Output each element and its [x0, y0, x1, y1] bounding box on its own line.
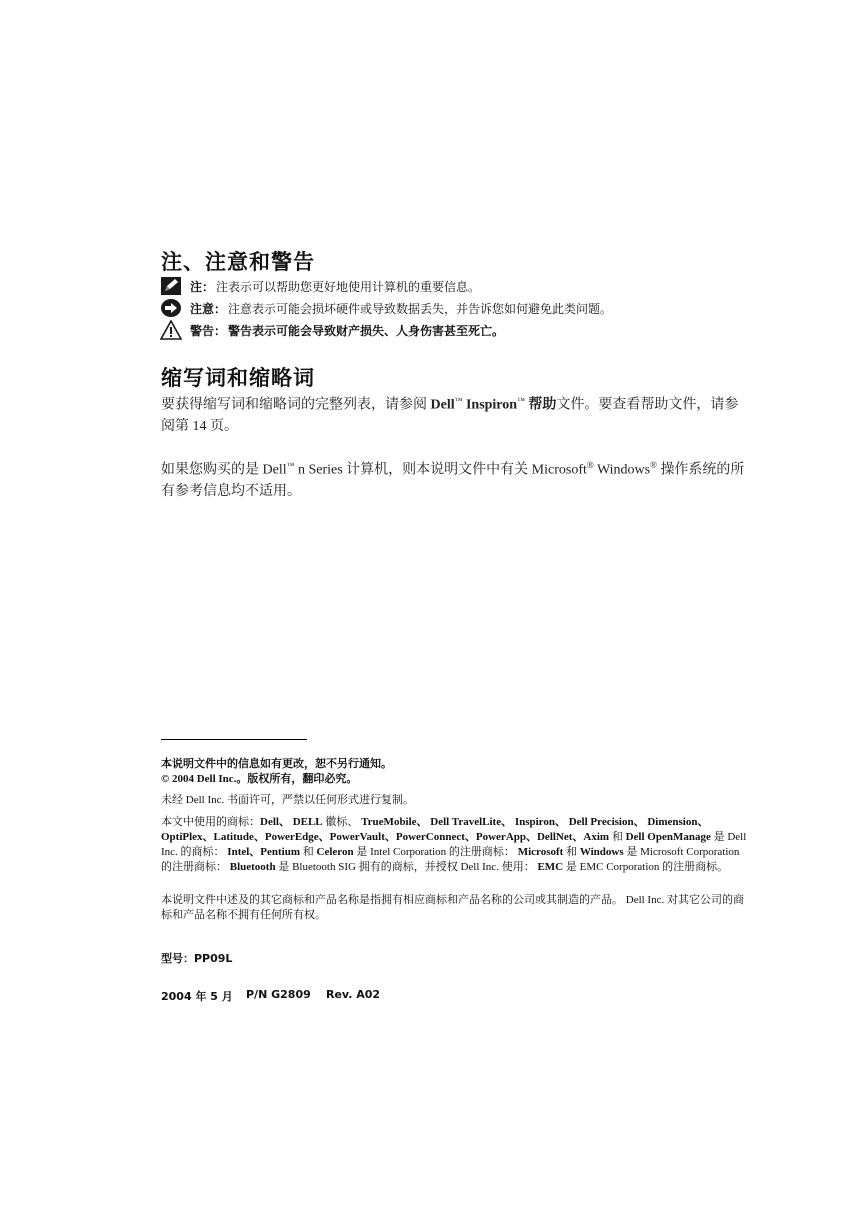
caution-text: 警告表示可能会导致财产损失、人身伤害甚至死亡。: [228, 323, 505, 338]
tm-celeron: Celeron: [316, 846, 354, 858]
note-text: 注表示可以帮助您更好地使用计算机的重要信息。: [216, 279, 481, 294]
part-number: P/N G2809: [246, 988, 311, 1001]
abbreviations-paragraph: [161, 390, 751, 437]
para2-tm: ™: [286, 461, 295, 470]
tm-of-dell: 是 Dell Inc. 的商标：: [161, 831, 747, 858]
tm-products: TrueMobile、 Dell TravelLite、 Inspiron、 Dell Precision、 Dimension、 OptiPlex、Latitude、PowerEdge、PowerVault、PowerConnect、PowerApp、DellNet、Axim: [161, 816, 709, 843]
para2-text-b: n Series 计算机，则本说明文件中有关 Microsoft: [294, 462, 587, 478]
notice-label: 注意：: [190, 301, 227, 316]
para1-tm2: ™: [517, 396, 525, 405]
tm-emc-owner: 是 EMC Corporation 的注册商标。: [563, 861, 729, 873]
para2-text-d: 操作系统的所有参考信息均不适用。: [161, 462, 745, 499]
tm-dell: Dell、 DELL: [260, 816, 323, 828]
caution-row: [160, 320, 504, 340]
print-date: 2004 年 5 月: [161, 990, 233, 1003]
caution-triangle-icon: [160, 320, 182, 340]
section-title-notes: 注、注意和警告: [161, 250, 315, 274]
notice-text: 注意表示可能会损坏硬件或导致数据丢失，并告诉您如何避免此类问题。: [228, 301, 613, 316]
tm-microsoft: Microsoft: [517, 846, 564, 858]
footnote-divider: [161, 739, 307, 740]
para1-help: 帮助: [524, 397, 557, 413]
tm-bt-owner: 是 Bluetooth SIG 拥有的商标，并授权 Dell Inc. 使用：: [275, 861, 538, 873]
tm-emc: EMC: [537, 861, 564, 873]
tm-intel: Intel、Pentium: [227, 846, 301, 858]
tm-bluetooth: Bluetooth: [229, 861, 276, 873]
print-footer: [161, 988, 380, 1004]
para2-text-a: 如果您购买的是 Dell: [161, 462, 287, 478]
reproduction-line: 未经 Dell Inc. 书面许可，严禁以任何形式进行复制。: [161, 794, 414, 806]
tm-intro: 本文中使用的商标：: [161, 816, 260, 828]
para2-reg1: ®: [586, 460, 594, 470]
copyright-line: © 2004 Dell Inc.。版权所有，翻印必究。: [161, 773, 358, 785]
para1-tm1: ™: [454, 396, 463, 405]
tm-and1: 和: [609, 831, 626, 843]
section-title-abbreviations: 缩写词和缩略词: [161, 366, 315, 390]
tm-openmanage: Dell OpenManage: [625, 831, 711, 843]
notice-row: [160, 298, 612, 318]
note-label: 注：: [190, 279, 215, 294]
notice-arrow-icon: [160, 298, 182, 318]
caution-label: 警告：: [190, 323, 227, 338]
legal-notice-line: 本说明文件中的信息如有更改，恕不另行通知。: [161, 758, 392, 770]
tm-windows: Windows: [579, 846, 624, 858]
tm-and3: 和: [563, 846, 580, 858]
note-pencil-icon: [160, 276, 182, 296]
tm-intel-owner: 是 Intel Corporation 的注册商标：: [353, 846, 518, 858]
para1-text-e: 文件。要查看帮助文件，请参阅第 14 页。: [161, 397, 739, 434]
para2-reg2: ®: [650, 460, 657, 470]
model-number: 型号：PP09L: [161, 952, 233, 965]
other-marks-paragraph: 本说明文件中述及的其它商标和产品名称是指拥有相应商标和产品名称的公司或其制造的产品。 Dell Inc. 对其它公司的商标和产品名称不拥有任何所有权。: [161, 894, 744, 921]
tm-logo-word: 徽标、: [322, 816, 362, 828]
revision: Rev. A02: [326, 988, 381, 1001]
note-row: [160, 276, 480, 296]
para2-windows: Windows: [593, 462, 651, 478]
para1-dell: Dell: [430, 397, 455, 413]
para1-inspiron: Inspiron: [462, 397, 518, 413]
tm-ms-owner: 是 Microsoft Corporation 的注册商标：: [161, 846, 740, 873]
para1-text-a: 要获得缩写词和缩略词的完整列表，请参阅: [161, 397, 431, 413]
n-series-paragraph: [161, 455, 751, 502]
trademarks-paragraph: [161, 815, 751, 875]
tm-and2: 和: [300, 846, 317, 858]
